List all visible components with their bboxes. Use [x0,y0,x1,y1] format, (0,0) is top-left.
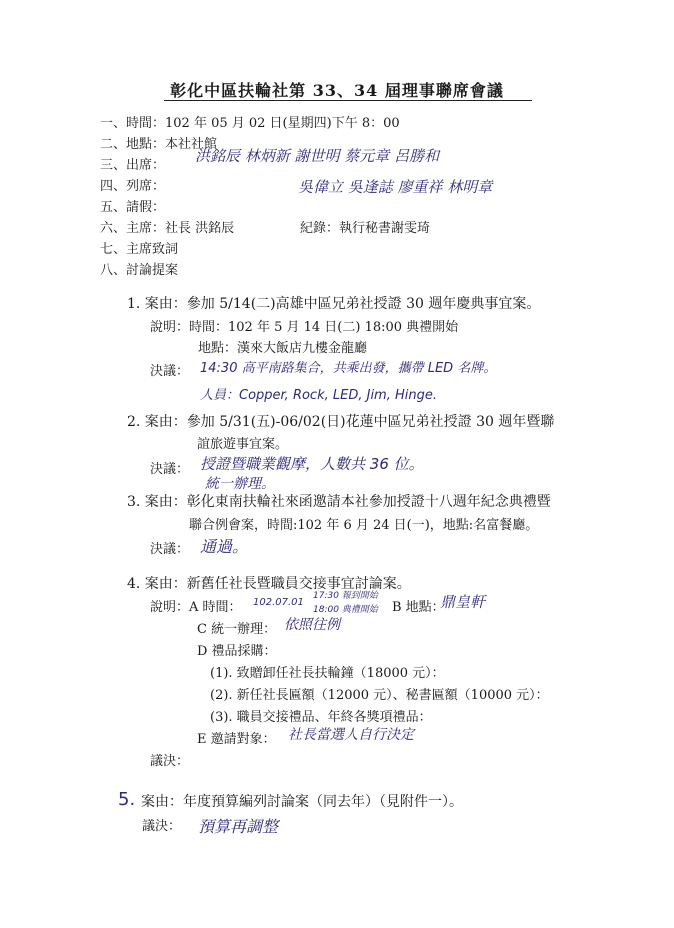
proposal-3-resolution-hand: 通過。 [200,537,249,556]
proposal-4-case: 4. 案由：新舊任社長暨職員交接事宜討論案。 [127,576,411,592]
proposal-3-resolution-label: 決議： [150,542,190,557]
proposal-4-b-hand: 鼎皇軒 [440,593,486,611]
proposal-2-resolution-hand-2: 統一辦理。 [205,476,275,492]
proposal-4-c-label: C 統一辦理： [197,622,277,637]
recorder-label: 紀錄：執行秘書謝雯琦 [300,221,431,236]
proposal-1-resolution-hand-2: 人員：Copper, Rock, LED, Jim, Hinge. [200,388,437,403]
proposal-3-case-line2: 聯合例會案，時間:102 年 6 月 24 日(一)，地點:名富餐廳。 [189,518,539,533]
attendees-label: 三、出席： [100,158,166,173]
proposal-4-a-hand-note-1: 17:30 報到開始 [313,591,378,601]
proposal-4-a-label: 說明：A 時間： [150,600,242,615]
proposal-4-d-item-3: (3). 職員交接禮品、年終各獎項禮品： [210,710,432,725]
proposal-1-resolution-hand-1: 14:30 高平南路集合，共乘出發，攜帶 LED 名牌。 [200,361,497,376]
document-title: 彰化中區扶輪社第 33、34 屆理事聯席會議 [170,81,504,100]
discussion-heading: 八、討論提案 [100,263,179,278]
proposal-4-resolution-label: 議決： [150,754,190,769]
proposal-5-resolution-label: 議決： [142,819,182,834]
proposal-4-a-hand-note-2: 18:00 典禮開始 [313,605,378,615]
title-underline [164,100,532,101]
proposal-4-e-hand: 社長當選人自行決定 [288,727,414,743]
observers-label: 四、列席： [100,179,166,194]
proposal-4-d-item-2: (2). 新任社長匾額（12000 元）、秘書匾額（10000 元）： [210,688,549,703]
proposal-5-resolution-hand: 預算再調整 [198,817,279,836]
proposal-4-d-item-1: (1). 致贈卸任社長扶輪鐘（18000 元）： [210,666,445,681]
meeting-time: 一、時間：102 年 05 月 02 日(星期四)下午 8：00 [100,116,400,131]
proposal-2-case-line2: 誼旅遊事宜案。 [197,437,289,452]
proposal-4-c-hand: 依照往例 [284,617,340,633]
attendee-signatures-line2: 吳偉立 吳逢誌 廖重祥 林明章 [298,178,493,196]
proposal-2-resolution-label: 決議： [150,462,190,477]
meeting-place: 二、地點：本社社館 [100,137,218,152]
proposal-2-resolution-hand-1: 授證暨職業觀摩，人數共 36 位。 [200,455,424,473]
leave-label: 五、請假： [100,200,166,215]
chair-label: 六、主席：社長 洪銘辰 [100,221,235,236]
proposal-1-note-time: 說明：時間：102 年 5 月 14 日(二) 18:00 典禮開始 [150,320,459,335]
proposal-5-number: 5. [118,789,136,810]
proposal-4-a-hand-date: 102.07.01 [253,597,304,608]
proposal-4-e-label: E 邀請對象： [197,732,276,747]
proposal-5-case: 案由：年度預算編列討論案（同去年）（見附件一）。 [141,794,463,810]
proposal-2-case-line1: 2. 案由：參加 5/31(五)-06/02(日)花蓮中區兄弟社授證 30 週年暨聯 [127,414,555,430]
proposal-1-resolution-label: 決議： [150,364,190,379]
proposal-3-case-line1: 3. 案由：彰化東南扶輪社來函邀請本社參加授證十八週年紀念典禮暨 [127,494,551,510]
chair-speech: 七、主席致詞 [100,242,179,257]
proposal-4-b-label: B 地點： [392,600,445,615]
attendee-signatures-line1: 洪銘辰 林炳新 謝世明 蔡元章 呂勝和 [195,147,440,165]
proposal-1-case: 1. 案由：參加 5/14(二)高雄中區兄弟社授證 30 週年慶典事宜案。 [127,296,541,312]
proposal-4-d-label: D 禮品採購： [197,644,277,659]
proposal-1-note-place: 地點：漢來大飯店九樓金龍廳 [198,341,368,356]
